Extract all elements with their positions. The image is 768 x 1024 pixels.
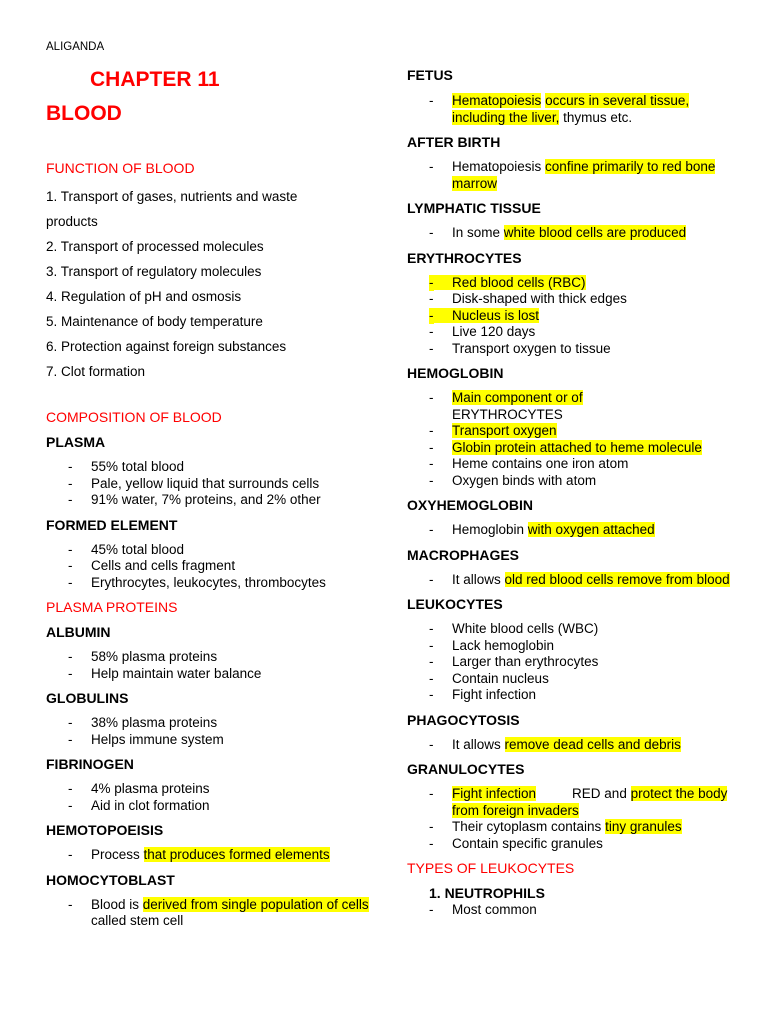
fibrinogen-heading: FIBRINOGEN	[46, 756, 134, 772]
list-item: - Heme contains one iron atom	[429, 456, 629, 471]
erythrocytes-list	[407, 275, 737, 358]
macrophages-list	[407, 572, 737, 589]
granulocytes-heading: GRANULOCYTES	[407, 761, 525, 777]
list-item: - Hematopoiesis confine primarily to red bone marrow	[429, 159, 716, 191]
lymphatic-heading: LYMPHATIC TISSUE	[407, 200, 541, 216]
list-item: - Hemoglobin with oxygen attached	[429, 522, 655, 537]
list-item: - 91% water, 7% proteins, and 2% other	[68, 492, 321, 507]
list-item: - It allows old red blood cells remove from blood	[429, 571, 730, 587]
list-item: - White blood cells (WBC)	[429, 621, 599, 636]
oxyhemoglobin-heading: OXYHEMOGLOBIN	[407, 497, 534, 513]
globulins-list	[46, 715, 376, 748]
plasma-proteins-heading: PLASMA PROTEINS	[46, 599, 178, 615]
list-item: - Main component or of ERYTHROCYTES	[429, 390, 583, 422]
list-item: 6. Protection against foreign substances	[46, 339, 287, 354]
list-item: 7. Clot formation	[46, 364, 146, 379]
after-birth-list	[407, 159, 737, 192]
list-item: - Process that produces formed elements	[68, 847, 330, 862]
list-item: - Erythrocytes, leukocytes, thrombocytes	[68, 574, 326, 590]
composition-heading: COMPOSITION OF BLOOD	[46, 409, 222, 425]
list-item: - Fight infection RED and protect the body from foreign invaders	[429, 786, 728, 818]
chapter-title: CHAPTER 11	[90, 68, 220, 91]
list-item: - Fight infection	[429, 687, 537, 702]
plasma-heading: PLASMA	[46, 434, 106, 450]
function-heading: FUNCTION OF BLOOD	[46, 160, 195, 176]
list-item: - It allows remove dead cells and debris	[429, 736, 681, 752]
list-item: - Transport oxygen to tissue	[429, 340, 611, 356]
list-item: - Lack hemoglobin	[429, 637, 555, 653]
list-item: - Disk-shaped with thick edges	[429, 291, 627, 306]
oxyhemoglobin-list	[407, 522, 737, 539]
list-item: 2. Transport of processed molecules	[46, 239, 264, 254]
right-column	[407, 67, 737, 918]
list-item: - Help maintain water balance	[68, 665, 262, 681]
list-item: - 58% plasma proteins	[68, 649, 218, 664]
author-name: ALIGANDA	[46, 41, 105, 53]
leukocytes-list	[407, 621, 737, 704]
list-item: 5. Maintenance of body temperature	[46, 314, 263, 329]
albumin-list	[46, 649, 376, 682]
list-item: - Contain specific granules	[429, 835, 603, 851]
macrophages-heading: MACROPHAGES	[407, 546, 520, 563]
list-item: - 38% plasma proteins	[68, 715, 218, 730]
neutrophils-heading: 1. NEUTROPHILS	[429, 885, 545, 901]
after-birth-heading: AFTER BIRTH	[407, 134, 501, 150]
granulocytes-list	[407, 786, 737, 852]
list-item: - Pale, yellow liquid that surrounds cells	[68, 475, 320, 491]
albumin-heading: ALBUMIN	[46, 624, 111, 640]
list-item: - Live 120 days	[429, 324, 536, 339]
list-item: - 4% plasma proteins	[68, 781, 210, 796]
list-item: - Hematopoiesis occurs in several tissue, including the liver, thymus etc.	[429, 93, 690, 125]
list-item: - Helps immune system	[68, 731, 224, 747]
list-item: - Cells and cells fragment	[68, 558, 236, 573]
lymphatic-list	[407, 225, 737, 242]
phagocytosis-list	[407, 737, 737, 754]
fetus-list	[407, 93, 737, 126]
list-item: - Aid in clot formation	[68, 797, 210, 813]
globulins-heading: GLOBULINS	[46, 690, 129, 706]
formed-element-heading: FORMED ELEMENT	[46, 516, 178, 533]
leukocytes-heading: LEUKOCYTES	[407, 596, 503, 612]
fibrinogen-list	[46, 781, 376, 814]
hemotopoeisis-list	[46, 847, 376, 864]
list-item: - Transport oxygen	[429, 423, 557, 438]
plasma-list	[46, 459, 376, 509]
homocytoblast-heading: HOMOCYTOBLAST	[46, 871, 175, 888]
hemoglobin-heading: HEMOGLOBIN	[407, 365, 504, 381]
types-of-leukocytes-heading: TYPES OF LEUKOCYTES	[407, 860, 575, 876]
list-item: 1. Transport of gases, nutrients and waste	[46, 189, 298, 204]
list-item: - Larger than erythrocytes	[429, 654, 599, 669]
fetus-heading: FETUS	[407, 67, 453, 83]
list-item: - Red blood cells (RBC)	[429, 274, 586, 290]
list-item: - Oxygen binds with atom	[429, 472, 597, 488]
list-item: - 55% total blood	[68, 459, 185, 474]
list-item: products	[46, 214, 98, 229]
homocytoblast-list	[46, 897, 376, 930]
erythrocytes-heading: ERYTHROCYTES	[407, 249, 522, 266]
left-column	[46, 160, 376, 930]
list-item: 3. Transport of regulatory molecules	[46, 264, 262, 279]
list-item: - Blood is derived from single population of cells called stem cell	[68, 896, 369, 928]
list-item: - Most common	[429, 901, 537, 917]
page-title: BLOOD	[46, 102, 122, 125]
list-item: - 45% total blood	[68, 541, 185, 557]
formed-element-list	[46, 542, 376, 592]
list-item: - In some white blood cells are produced	[429, 225, 687, 240]
list-item: - Their cytoplasm contains tiny granules	[429, 819, 682, 834]
list-item: 4. Regulation of pH and osmosis	[46, 289, 242, 304]
function-list	[46, 184, 376, 384]
phagocytosis-heading: PHAGOCYTOSIS	[407, 711, 520, 728]
hemotopoeisis-heading: HEMOTOPOEISIS	[46, 822, 164, 838]
neutrophils-list	[407, 902, 737, 919]
list-item: - Globin protein attached to heme molecule	[429, 439, 702, 455]
hemoglobin-list	[407, 390, 737, 489]
list-item: - Contain nucleus	[429, 670, 549, 686]
list-item: - Nucleus is lost	[429, 307, 540, 323]
